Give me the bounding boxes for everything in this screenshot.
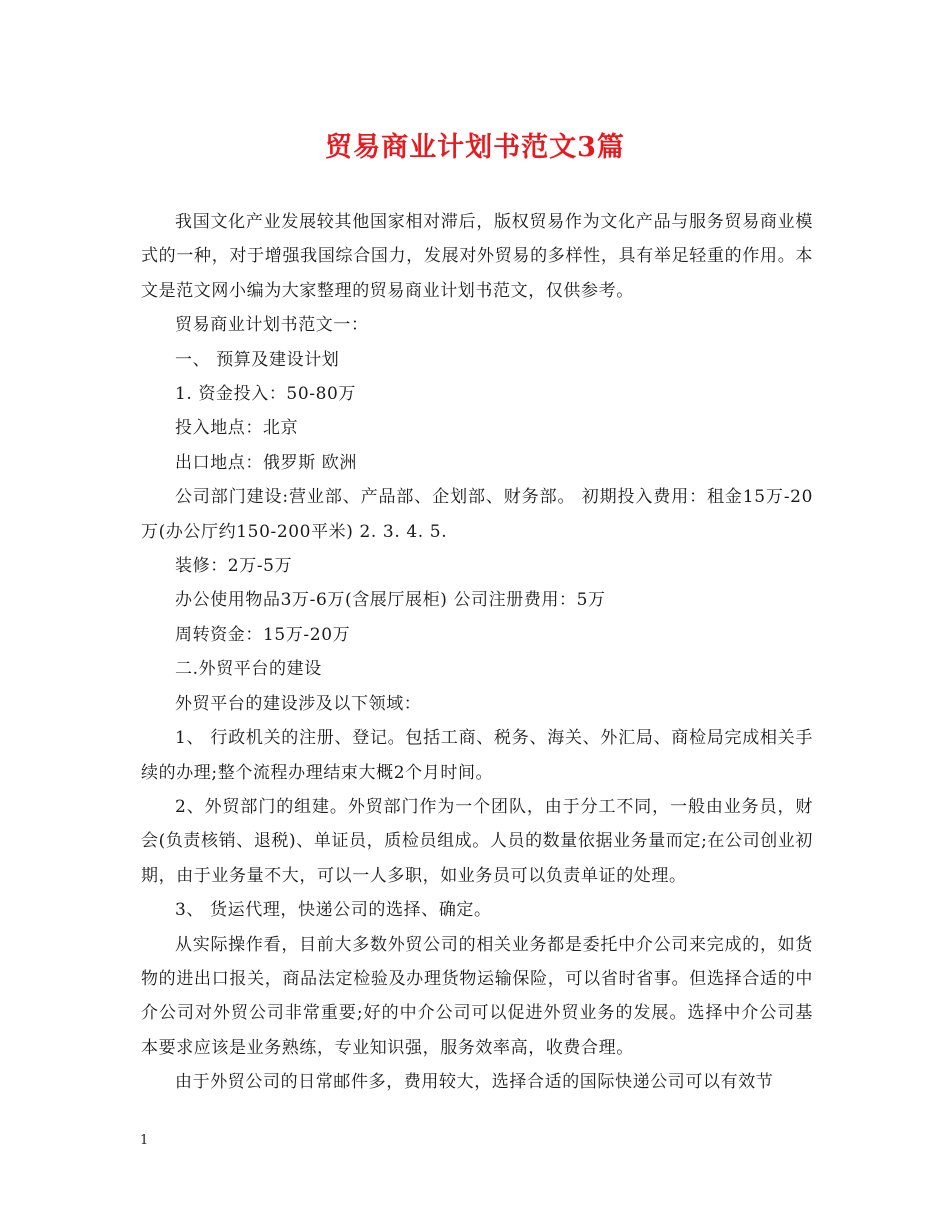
paragraph-decoration: 装修：2万-5万: [175, 556, 293, 577]
paragraph-capital: 1. 资金投入：50-80万: [175, 384, 357, 405]
paragraph-heading-plan-one: 贸易商业计划书范文一：: [175, 315, 369, 336]
paragraph-section-platform: 二.外贸平台的建设: [175, 659, 322, 680]
paragraph-office-supplies: 办公使用物品3万-6万(含展厅展柜) 公司注册费用：5万: [175, 590, 606, 611]
paragraph-trade-department: 2、外贸部门的组建。外贸部门作为一个团队，由于分工不同，一般由业务员，财会(负责核销、退税)、单证员，质检员组成。人员的数量依据业务量而定;在公司创业初期，由于业务量不大，可以一人多职，如业务员可以负责单证的处理。: [141, 796, 813, 886]
paragraph-intermediary: 从实际操作看，目前大多数外贸公司的相关业务都是委托中介公司来完成的，如货物的进出口报关，商品法定检验及办理货物运输保险，可以省时省事。但选择合适的中介公司对外贸公司非常重要;好的中介公司可以促进外贸业务的发展。选择中介公司基本要求应该是业务熟练，专业知识强，服务效率高，收费合理。: [141, 934, 813, 1058]
paragraph-freight: 3、 货运代理，快递公司的选择、确定。: [175, 900, 492, 921]
paragraph-intro: 我国文化产业发展较其他国家相对滞后，版权贸易作为文化产品与服务贸易商业模式的一种，对于增强我国综合国力，发展对外贸易的多样性，具有举足轻重的作用。本文是范文网小编为大家整理的贸易商业计划书范文，仅供参考。: [141, 212, 813, 301]
paragraph-export: 出口地点：俄罗斯 欧洲: [175, 452, 358, 473]
document-body: [141, 205, 813, 1100]
paragraph-registration: 1、 行政机关的注册、登记。包括工商、税务、海关、外汇局、商检局完成相关手续的办理;整个流程办理结束大概2个月时间。: [141, 728, 813, 783]
paragraph-location: 投入地点：北京: [175, 418, 299, 439]
paragraph-section-budget: 一、 预算及建设计划: [175, 349, 340, 370]
document-title: 贸易商业计划书范文3篇: [325, 132, 625, 163]
paragraph-courier: 由于外贸公司的日常邮件多，费用较大，选择合适的国际快递公司可以有效节: [175, 1072, 774, 1093]
paragraph-working-capital: 周转资金：15万-20万: [175, 624, 351, 645]
page-number: 1: [140, 1133, 149, 1148]
paragraph-platform-areas: 外贸平台的建设涉及以下领域：: [175, 693, 422, 714]
paragraph-departments: 公司部门建设:营业部、产品部、企划部、财务部。 初期投入费用：租金15万-20万(办公厅约150-200平米) 2. 3. 4. 5.: [141, 487, 813, 542]
